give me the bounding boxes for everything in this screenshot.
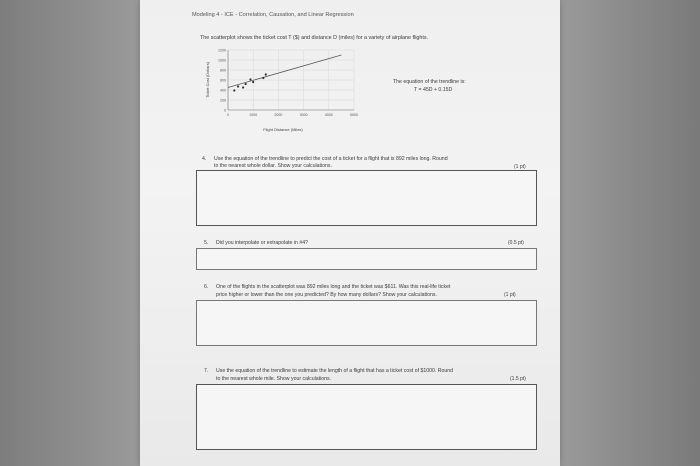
question-4-points: (1 pt) [514,164,526,170]
data-point-4 [249,78,251,80]
data-point-3 [245,83,247,85]
question-5-number: 5. [204,240,209,246]
page-header: Modeling 4 - ICE - Correlation, Causation, and Linear Regression [192,12,354,18]
y-tick-labels [218,48,226,112]
scatterplot-chart [204,44,364,134]
question-4-text-line2: to the nearest whole dollar. Show your calculations. [214,163,332,169]
question-5-text: Did you interpolate or extrapolate in #4? [216,240,308,246]
intro-text: The scatterplot shows the ticket cost T ($) and distance D (miles) for a variety of airplane flights. [200,35,429,41]
trendline-equation: T = 45D + 0.15D [414,87,453,93]
chart-grid [228,50,354,110]
question-4-text-line1: Use the equation of the trendline to predict the cost of a ticket for a flight that is 892 miles long. Round [214,156,448,162]
question-7-text-line2: to the nearest whole mile. Show your calculations. [216,376,332,382]
question-6-text-line2: price higher or lower than the one you predicted? By how many dollars? Show your calculations. [216,292,437,298]
equation-label: The equation of the trendline is: [393,79,466,85]
question-5-answer-box[interactable] [196,248,537,270]
x-tick-label-5: 5000 [350,113,358,117]
question-6-number: 6. [204,284,209,290]
question-6-text-line1: One of the flights in the scatterplot was 892 miles long and the ticket was $611. Was this real-life ticket [216,284,451,290]
question-4-number: 4. [202,156,207,162]
y-tick-label-2: 400 [220,88,226,93]
background-right [560,0,700,466]
x-tick-labels [227,113,358,117]
y-tick-label-6: 1200 [218,48,226,53]
x-tick-label-1: 1000 [249,113,258,117]
x-tick-label-0: 0 [227,113,229,117]
worksheet-page [140,0,560,466]
question-5-points: (0.5 pt) [508,240,524,246]
y-tick-label-4: 800 [220,68,226,73]
question-4-answer-box[interactable] [196,170,537,226]
data-point-2 [242,86,244,88]
y-axis-label: Ticket Cost (Dollars) [205,61,210,99]
x-tick-label-3: 3000 [299,113,308,117]
question-7-text-line1: Use the equation of the trendline to estimate the length of a flight that has a ticket cost of $1000. Round [216,368,454,374]
data-points [233,73,267,91]
background-left [0,0,140,466]
y-tick-label-1: 200 [220,98,226,103]
question-7-points: (1.5 pt) [510,376,526,382]
question-7-number: 7. [204,368,209,374]
y-tick-label-3: 600 [220,78,226,83]
data-point-7 [265,73,267,75]
y-tick-label-0: 0 [224,108,226,113]
question-6-points: (1 pt) [504,292,516,298]
x-tick-label-4: 4000 [324,113,333,117]
x-axis-label: Flight Distance (Miles) [263,127,303,132]
data-point-6 [262,77,264,79]
data-point-0 [233,89,235,91]
y-tick-label-5: 1000 [218,58,226,63]
question-7-answer-box[interactable] [196,384,537,450]
question-6-answer-box[interactable] [196,300,537,346]
data-point-1 [237,85,239,87]
data-point-5 [252,81,254,83]
x-tick-label-2: 2000 [274,113,283,117]
